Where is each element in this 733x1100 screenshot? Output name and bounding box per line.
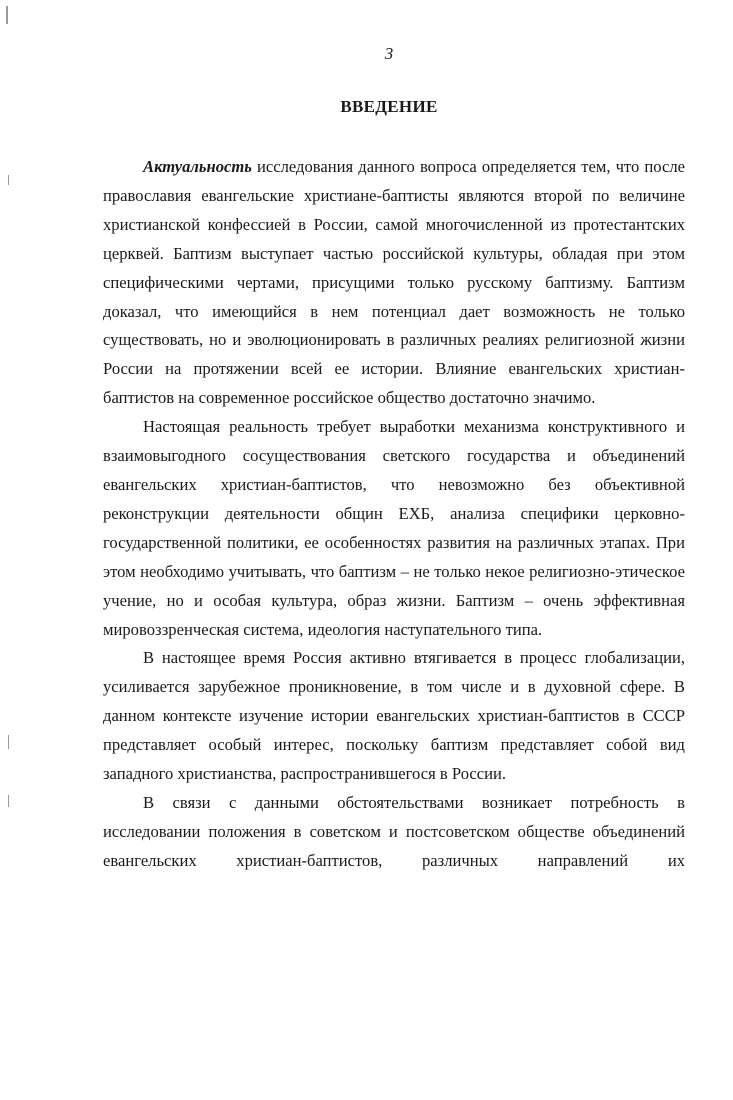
paragraph (103, 153, 685, 413)
scan-edge-mark (8, 175, 9, 185)
scan-edge-mark (6, 6, 8, 24)
section-title: ВВЕДЕНИЕ (340, 97, 438, 116)
paragraph (103, 789, 685, 876)
paragraph (103, 644, 685, 789)
paragraph (103, 413, 685, 644)
scan-edge-mark (8, 795, 9, 807)
paragraph-text: Настоящая реальность требует выработки механизма конструктивного и взаимовыгодного сосуществования светского государства и объединений евангельских христиан-баптистов, что невозможно без объективной реконструкции деятельности общин ЕХБ, анализа специфики церковно-государственной политики, ее особенностях развития на различных этапах. При этом необходимо учитывать, что баптизм – не только некое религиозно-этическое учение, но и особая культура, образ жизни. Баптизм – очень эффективная мировоззренческая система, идеология наступательного типа. (103, 417, 685, 639)
page-number: 3 (384, 44, 394, 63)
scan-edge-mark (8, 735, 9, 749)
paragraph-text: В настоящее время Россия активно втягивается в процесс глобализации, усиливается зарубежное проникновение, в том числе и в духовной сфере. В данном контексте изучение истории евангельских христиан-баптистов в СССР представляет особый интерес, поскольку баптизм представляет собой вид западного христианства, распространившегося в России. (103, 648, 685, 784)
body-text (103, 153, 685, 876)
emphasized-term: Актуальность (143, 157, 252, 176)
paragraph-text: В связи с данными обстоятельствами возникает потребность в исследовании положения в советском и постсоветском обществе объединений евангельских христиан-баптистов, различных направлений их (103, 792, 685, 870)
paragraph-text: исследования данного вопроса определяется тем, что после православия евангельские христиане-баптисты являются второй по величине христианской конфессией в России, самой многочисленной из протестантских церквей. Баптизм выступает частью российской культуры, обладая при этом специфическими чертами, присущими только русскому баптизму. Баптизм доказал, что имеющийся в нем потенциал дает возможность не только существовать, но и эволюционировать в различных реалиях религиозной жизни России на протяжении всей ее истории. Влияние евангельских христиан-баптистов на современное российское общество достаточно значимо. (103, 157, 685, 408)
